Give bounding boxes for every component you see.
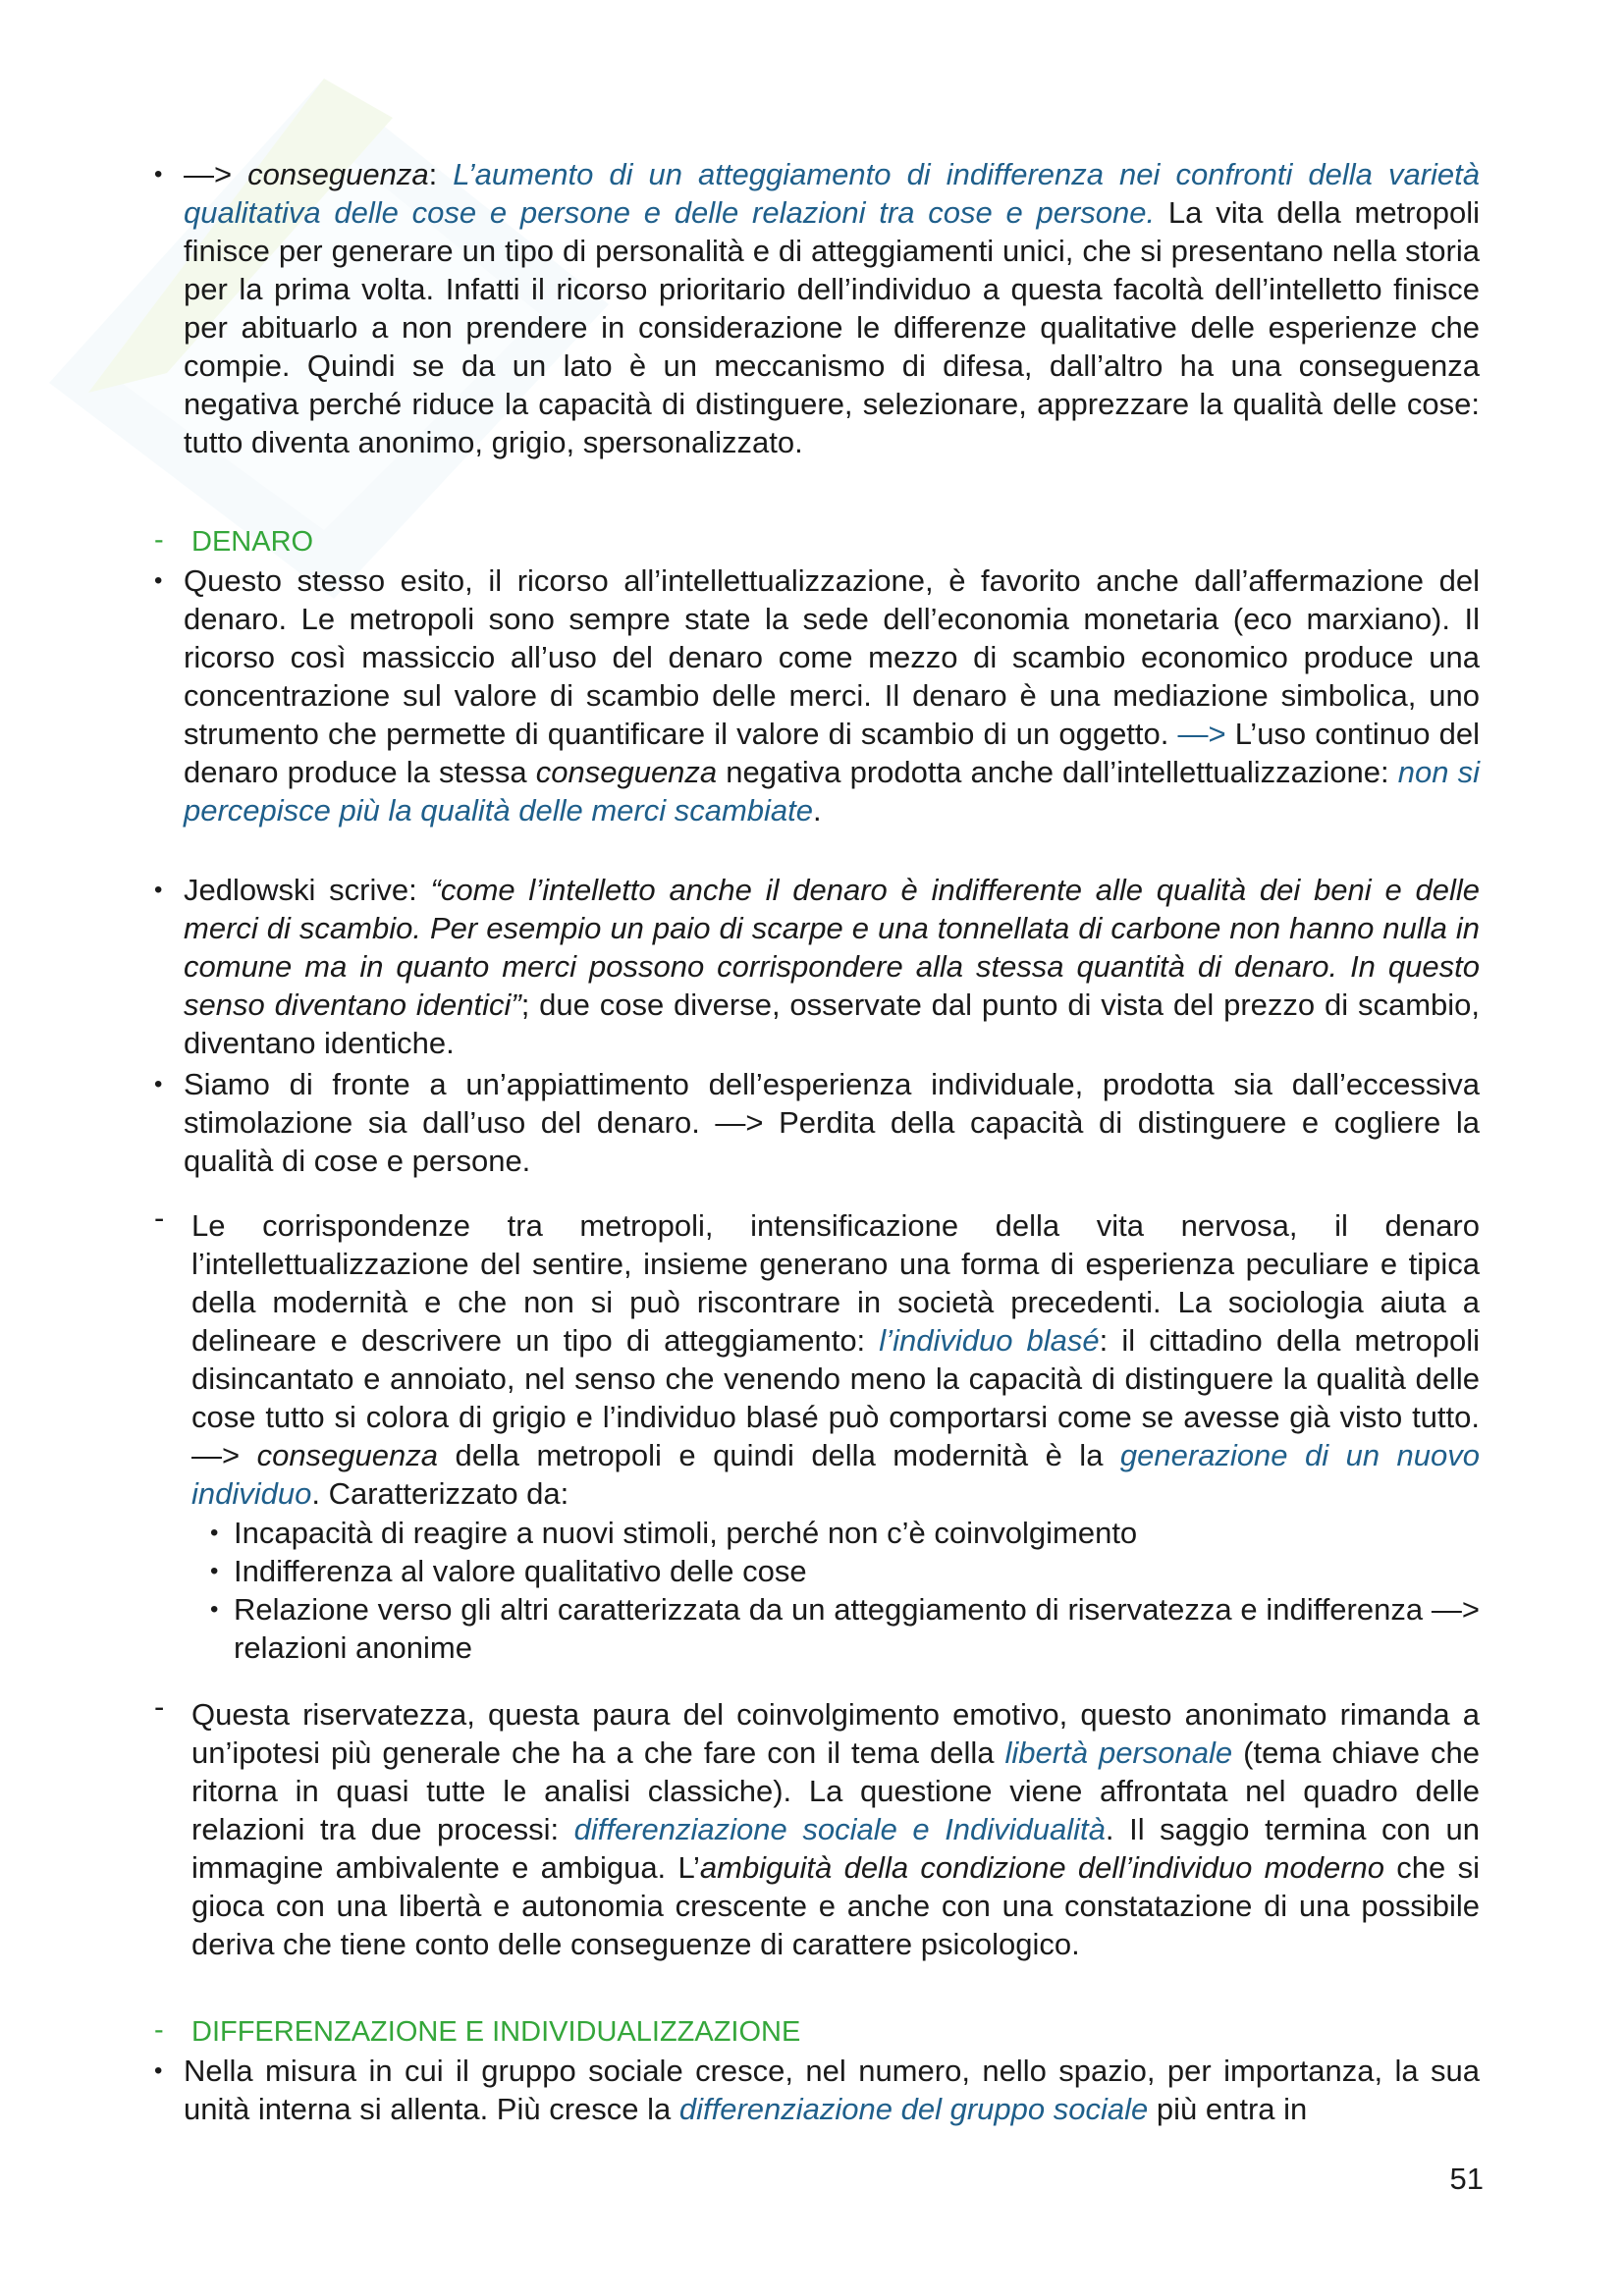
page-number: 51 [1449,2162,1484,2196]
section-heading-differenzazione: - DIFFERENZAZIONE E INDIVIDUALIZZAZIONE [191,2013,1480,2052]
section-heading-denaro: - DENARO [191,523,1480,561]
sub-bullet-item: • Indifferenza al valore qualitativo delle cose [234,1552,1480,1590]
sub-bullet-item: • Relazione verso gli altri caratterizzata da un atteggiamento di riservatezza e indifferenza —> relazioni anonime [234,1590,1480,1667]
bullet-item: • Questo stesso esito, il ricorso all’intellettualizzazione, è favorito anche dall’affermazione del denaro. Le metropoli sono sempre state la sede dell’economia monetaria (eco marxiano). Il ricorso così massiccio all’uso del denaro come mezzo di scambio economico produce una concentrazione sul valore di scambio delle merci. Il denaro è una mediazione simbolica, uno strumento che permette di quantificare il valore di scambio di un oggetto. —> L’uso continuo del denaro produce la stessa conseguenza negativa prodotta anche dall’intellettualizzazione: non si percepisce più la qualità delle merci scambiate. [184,561,1480,829]
sub-bullet-item: • Incapacità di reagire a nuovi stimoli, perché non c’è coinvolgimento [234,1514,1480,1552]
dash-item: - Le corrispondenze tra metropoli, intensificazione della vita nervosa, il denaro l’intellettualizzazione del sentire, insieme generano una forma di esperienza peculiare e tipica della modernità e che non si può riscontrare in società precedenti. La sociologia aiuta a delineare e descrivere un tipo di atteggiamento: l’individuo blasé: il cittadino della metropoli disincantato e annoiato, nel senso che venendo meno la capacità di distinguere la qualità delle cose tutto si colora di grigio e l’individuo blasé può comportarsi come se avesse già visto tutto. —> conseguenza della metropoli e quindi della modernità è la generazione di un nuovo individuo. Caratterizzato da: [191,1206,1480,1513]
bullet-item: • Jedlowski scrive: “come l’intelletto anche il denaro è indifferente alle qualità dei beni e delle merci di scambio. Per esempio un paio di scarpe e una tonnellata di carbone non hanno nulla in comune ma in quanto merci possono corrispondere alla stessa quantità di denaro. In questo senso diventano identici”; due cose diverse, osservate dal punto di vista del prezzo di scambio, diventano identiche. [184,871,1480,1062]
bullet-item: • Nella misura in cui il gruppo sociale cresce, nel numero, nello spazio, per importanza, la sua unità interna si allenta. Più cresce la differenziazione del gruppo sociale più entra in [184,2052,1480,2128]
bullet-item: • —> conseguenza: L’aumento di un atteggiamento di indifferenza nei confronti della varietà qualitativa delle cose e persone e delle relazioni tra cose e persone. La vita della metropoli finisce per generare un tipo di personalità e di atteggiamenti unici, che si presentano nella storia per la prima volta. Infatti il ricorso prioritario dell’individuo a questa facoltà dell’intelletto finisce per abituarlo a non prendere in considerazione le differenze qualitative delle esperienze che compie. Quindi se da un lato è un meccanismo di difesa, dall’altro ha una conseguenza negativa perché riduce la capacità di distinguere, selezionare, apprezzare la qualità delle cose: tutto diventa anonimo, grigio, spersonalizzato. [184,155,1480,461]
dash-item: - Questa riservatezza, questa paura del coinvolgimento emotivo, questo anonimato rimanda a un’ipotesi più generale che ha a che fare con il tema della libertà personale (tema chiave che ritorna in quasi tutte le analisi classiche). La questione viene affrontata nel quadro delle relazioni tra due processi: differenziazione sociale e Individualità. Il saggio termina con un immagine ambivalente e ambigua. L’ambiguità della condizione dell’individuo moderno che si gioca con una libertà e autonomia crescente e anche con una constatazione di una possibile deriva che tiene conto delle conseguenze di carattere psicologico. [191,1695,1480,1963]
bullet-item: • Siamo di fronte a un’appiattimento dell’esperienza individuale, prodotta sia dall’eccessiva stimolazione sia dall’uso del denaro. —> Perdita della capacità di distinguere e cogliere la qualità di cose e persone. [184,1065,1480,1180]
